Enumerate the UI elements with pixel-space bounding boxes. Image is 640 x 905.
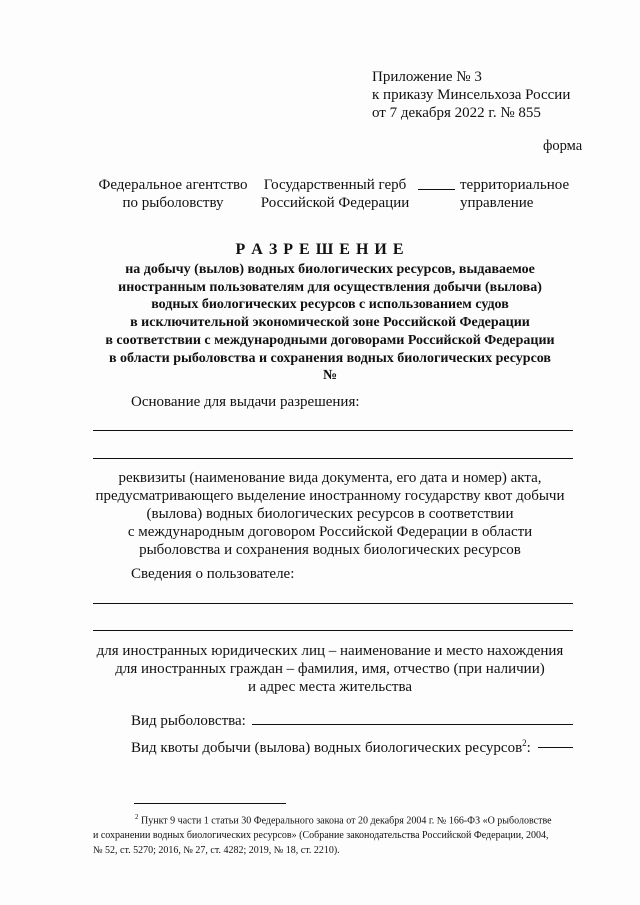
footnote-line-2: и сохранении водных биологических ресурсов» (Собрание законодательства Российской Федерации, 2004, [93,830,549,842]
user-note-line-1: для иностранных юридических лиц – наименование и место нахождения [96,643,564,659]
territorial-blank-line [418,189,455,190]
coat-line-2: Российской Федерации [260,195,410,211]
footnote-marker: 2 [135,813,139,821]
title-line-5: в соответствии с международными договорами Российской Федерации [105,332,555,348]
agency-line-1: Федеральное агентство [98,177,248,193]
user-note [60,642,600,696]
user-note-line-3: и адрес места жительства [247,679,413,695]
permit-number-label: № [322,368,338,384]
footnote-line-3: № 52, ст. 5270; 2016, № 27, ст. 4282; 2019, № 18, ст. 2210). [93,845,340,857]
coat-line-1: Государственный герб [263,177,407,193]
appendix-line-1: Приложение № 3 [372,69,482,85]
quota-type-blank-line[interactable] [538,747,573,748]
footnote-separator [134,803,286,804]
user-note-line-2: для иностранных граждан – фамилия, имя, отчество (при наличии) [115,661,545,677]
user-label: Сведения о пользователе: [131,566,295,582]
title-line-4: в исключительной экономической зоне Российской Федерации [130,315,530,331]
quota-type-colon: : [526,740,531,756]
basis-note-line-4: с международным договором Российской Федерации в области [127,524,533,540]
appendix-block [372,68,622,122]
footnote [93,810,593,858]
title-line-6: в области рыболовства и сохранения водных биологических ресурсов [108,350,551,366]
territorial-line-1: территориальное [460,177,570,193]
appendix-line-2: к приказу Минсельхоза России [372,87,571,103]
fishing-type-label: Вид рыболовства: [131,713,246,729]
basis-note [60,469,600,559]
user-blank-line-1[interactable] [93,603,573,604]
basis-blank-line-1[interactable] [93,430,573,431]
title-line-2: иностранным пользователям для осуществления добычи (вылова) [118,279,542,295]
territorial-line-2: управление [460,195,534,211]
footnote-line-1 [93,810,593,828]
appendix-line-3: от 7 декабря 2022 г. № 855 [372,105,541,121]
territorial-office [460,176,600,212]
title-description [60,261,600,385]
agency-line-2: по рыболовству [122,195,224,211]
title-line-3: водных биологических ресурсов с использованием судов [151,297,509,313]
basis-note-line-2: предусматривающего выделение иностранному государству квот добычи [95,488,565,504]
basis-label: Основание для выдачи разрешения: [131,394,360,410]
document-title: Р А З Р Е Ш Е Н И Е [235,241,405,258]
quota-type-text: Вид квоты добычи (вылова) водных биологических ресурсов [131,740,523,756]
form-label: форма [543,138,583,154]
basis-note-line-3: (вылова) водных биологических ресурсов в соответствии [146,506,514,522]
user-blank-line-2[interactable] [93,630,573,631]
quota-type-label [131,734,531,757]
basis-note-line-5: рыболовства и сохранения водных биологических ресурсов [139,542,521,558]
agency-name [92,176,254,212]
basis-note-line-1: реквизиты (наименование вида документа, его дата и номер) акта, [118,470,542,486]
title-line-1: на добычу (вылов) водных биологических ресурсов, выдаваемое [125,262,535,277]
footnote-text-1: Пункт 9 части 1 статьи 30 Федерального закона от 20 декабря 2004 г. № 166-ФЗ «О рыболовстве [141,815,552,827]
coat-of-arms-label [255,176,415,212]
basis-blank-line-2[interactable] [93,458,573,459]
fishing-type-blank-line[interactable] [252,724,573,725]
quota-footnote-ref: 2 [522,738,527,748]
